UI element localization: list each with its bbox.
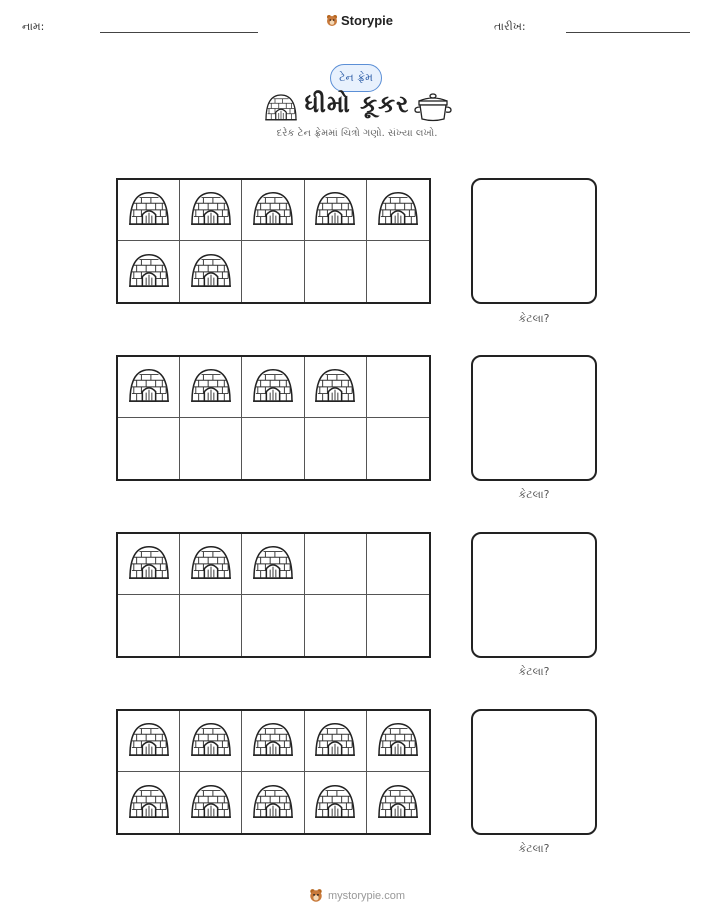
igloo-icon <box>190 543 232 585</box>
igloo-icon <box>190 366 232 408</box>
date-label: તારીખ: <box>494 20 526 33</box>
ten-frame-cell <box>180 357 242 418</box>
igloo-icon <box>252 543 294 585</box>
igloo-icon <box>377 782 419 824</box>
ten-frame-3 <box>116 532 431 658</box>
ten-frame-4 <box>116 709 431 835</box>
ten-frame-cell <box>118 595 180 656</box>
ten-frame-cell <box>305 357 367 418</box>
how-many-label-4: કેટલા? <box>518 842 550 855</box>
answer-box-3[interactable] <box>471 532 597 658</box>
ten-frame-cell <box>367 711 429 772</box>
ten-frame-cell <box>367 241 429 302</box>
brand-name: Storypie <box>341 13 394 28</box>
date-line[interactable] <box>566 32 690 33</box>
ten-frame-cell <box>180 241 242 302</box>
igloo-icon <box>128 543 170 585</box>
bear-icon <box>326 14 338 28</box>
cooking-pot-icon <box>414 91 452 123</box>
brand-logo <box>326 13 393 28</box>
ten-frame-cell <box>242 772 304 833</box>
ten-frame-cell <box>242 180 304 241</box>
igloo-icon <box>190 782 232 824</box>
igloo-icon <box>314 782 356 824</box>
igloo-icon <box>128 782 170 824</box>
ten-frame-cell <box>242 534 304 595</box>
igloo-icon <box>314 189 356 231</box>
ten-frame-cell <box>180 711 242 772</box>
ten-frame-cell <box>305 418 367 479</box>
ten-frame-cell <box>180 772 242 833</box>
ten-frame-cell <box>242 711 304 772</box>
igloo-icon <box>314 366 356 408</box>
ten-frame-cell <box>118 357 180 418</box>
igloo-icon <box>190 189 232 231</box>
ten-frame-cell <box>118 418 180 479</box>
igloo-icon <box>128 366 170 408</box>
answer-box-2[interactable] <box>471 355 597 481</box>
footer <box>0 888 714 904</box>
ten-frame-cell <box>180 180 242 241</box>
ten-frame-cell <box>305 711 367 772</box>
ten-frame-1 <box>116 178 431 304</box>
igloo-icon <box>190 251 232 293</box>
igloo-icon <box>190 720 232 762</box>
how-many-label-3: કેટલા? <box>518 665 550 678</box>
igloo-icon <box>252 366 294 408</box>
name-line[interactable] <box>100 32 258 33</box>
ten-frame-cell <box>367 418 429 479</box>
ten-frame-cell <box>242 418 304 479</box>
igloo-icon <box>252 720 294 762</box>
answer-box-1[interactable] <box>471 178 597 304</box>
igloo-icon <box>314 720 356 762</box>
ten-frame-cell <box>118 711 180 772</box>
ten-frame-cell <box>242 241 304 302</box>
igloo-icon <box>377 189 419 231</box>
igloo-icon <box>128 189 170 231</box>
ten-frame-cell <box>367 595 429 656</box>
ten-frame-cell <box>118 772 180 833</box>
ten-frame-cell <box>367 357 429 418</box>
igloo-icon <box>377 720 419 762</box>
ten-frame-cell <box>305 180 367 241</box>
footer-url: mystorypie.com <box>327 890 406 902</box>
answer-box-4[interactable] <box>471 709 597 835</box>
instructions: દરેક ટેન ફ્રેમમાં ચિત્રો ગણો. સંખ્યા લખો. <box>276 128 438 139</box>
igloo-icon <box>128 251 170 293</box>
ten-frame-cell <box>305 241 367 302</box>
how-many-label-2: કેટલા? <box>518 488 550 501</box>
ten-frame-cell <box>305 595 367 656</box>
bear-icon <box>309 888 323 904</box>
ten-frame-cell <box>367 534 429 595</box>
how-many-label-1: કેટલા? <box>518 312 550 325</box>
ten-frame-cell <box>305 772 367 833</box>
ten-frame-cell <box>367 772 429 833</box>
ten-frame-cell <box>242 357 304 418</box>
ten-frame-cell <box>118 180 180 241</box>
ten-frame-cell <box>180 534 242 595</box>
igloo-icon <box>252 189 294 231</box>
ten-frame-cell <box>118 241 180 302</box>
ten-frame-cell <box>305 534 367 595</box>
igloo-icon <box>252 782 294 824</box>
ten-frame-cell <box>118 534 180 595</box>
name-label: નામ: <box>22 20 45 33</box>
ten-frame-cell <box>367 180 429 241</box>
igloo-icon <box>128 720 170 762</box>
ten-frame-cell <box>242 595 304 656</box>
page-title: ધીમો કૂકર <box>304 90 410 118</box>
ten-frame-2 <box>116 355 431 481</box>
ten-frame-cell <box>180 418 242 479</box>
ten-frame-cell <box>180 595 242 656</box>
ten-frame-badge: ટેન ફ્રેમ <box>330 64 382 92</box>
